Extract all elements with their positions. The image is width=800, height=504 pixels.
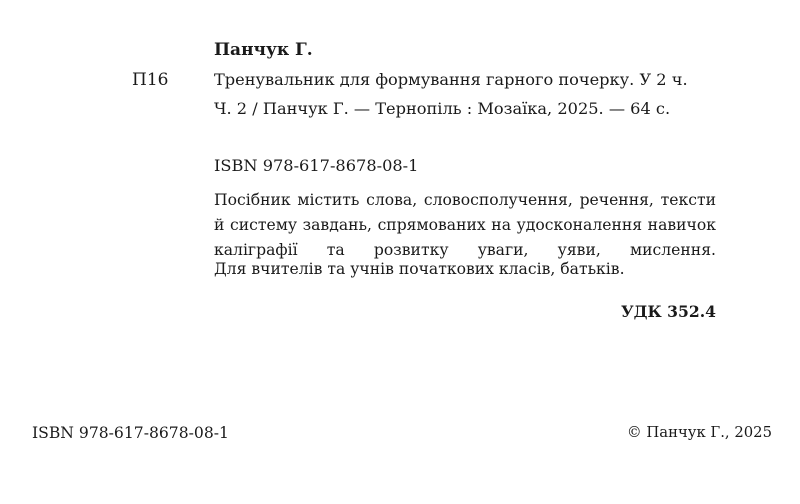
- copyright-notice: © Панчук Г., 2025: [626, 424, 772, 441]
- target-audience: Для вчителів та учнів початкових класів, батьків.: [214, 260, 625, 278]
- classification-code: П16: [132, 70, 169, 90]
- udk-code: УДК 352.4: [621, 302, 716, 321]
- author-name: Панчук Г.: [214, 40, 313, 60]
- isbn-main: ISBN 978-617-8678-08-1: [214, 156, 419, 175]
- bibliographic-title-line-2: Ч. 2 / Панчук Г. — Тернопіль : Мозаїка, 2025. — 64 с.: [214, 99, 671, 118]
- isbn-footer: ISBN 978-617-8678-08-1: [32, 424, 229, 442]
- bibliographic-title-line-1: Тренувальник для формування гарного почерку. У 2 ч.: [214, 70, 688, 89]
- book-description: Посібник містить слова, словосполучення, речення, тексти й систему завдань, спрямованих на удосконалення навичок каліграфії та розвитку уваги, уяви, мислення.: [214, 191, 716, 259]
